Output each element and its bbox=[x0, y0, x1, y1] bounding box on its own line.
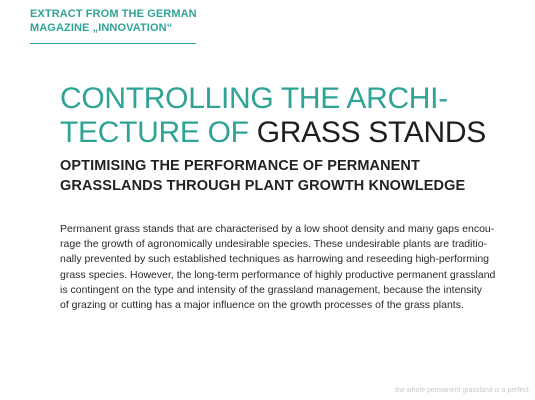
kicker-line-2: MAGAZINE „INNOVATION“ bbox=[30, 22, 173, 34]
next-page-text-fragment: the whole permanent grassland is a perfect bbox=[395, 387, 529, 394]
subtitle-line-1: OPTIMISING THE PERFORMANCE OF PERMANENT bbox=[60, 158, 420, 174]
paragraph-line: nally prevented by such established techniques as harrowing and reseeding high-performing bbox=[60, 253, 490, 266]
paragraph-line: is contingent on the type and intensity of the grassland management, because the intensity bbox=[60, 283, 483, 296]
paragraph-line: grass species. However, the long-term performance of highly productive permanent grassland bbox=[60, 268, 496, 281]
magazine-kicker bbox=[30, 7, 230, 35]
kicker-line-1: EXTRACT FROM THE GERMAN bbox=[30, 8, 197, 20]
paragraph-line: of grazing or cutting has a major influence on the growth processes of the grass plants. bbox=[60, 299, 464, 312]
paragraph-line: rage the growth of agronomically undesirable species. These undesirable plants are traditio- bbox=[60, 238, 488, 251]
article-intro-paragraph bbox=[60, 222, 505, 313]
subtitle-line-2: GRASSLANDS THROUGH PLANT GROWTH KNOWLEDGE bbox=[60, 178, 466, 194]
kicker-divider bbox=[30, 43, 196, 44]
title-line-2-accent: TECTURE OF bbox=[60, 116, 257, 149]
title-line-1: CONTROLLING THE ARCHI- bbox=[60, 82, 448, 115]
paragraph-line: Permanent grass stands that are characterised by a low shoot density and many gaps encou- bbox=[60, 223, 495, 235]
article-subtitle bbox=[60, 156, 530, 196]
title-line-2-dark: GRASS STANDS bbox=[256, 116, 486, 149]
article-title bbox=[60, 82, 530, 150]
